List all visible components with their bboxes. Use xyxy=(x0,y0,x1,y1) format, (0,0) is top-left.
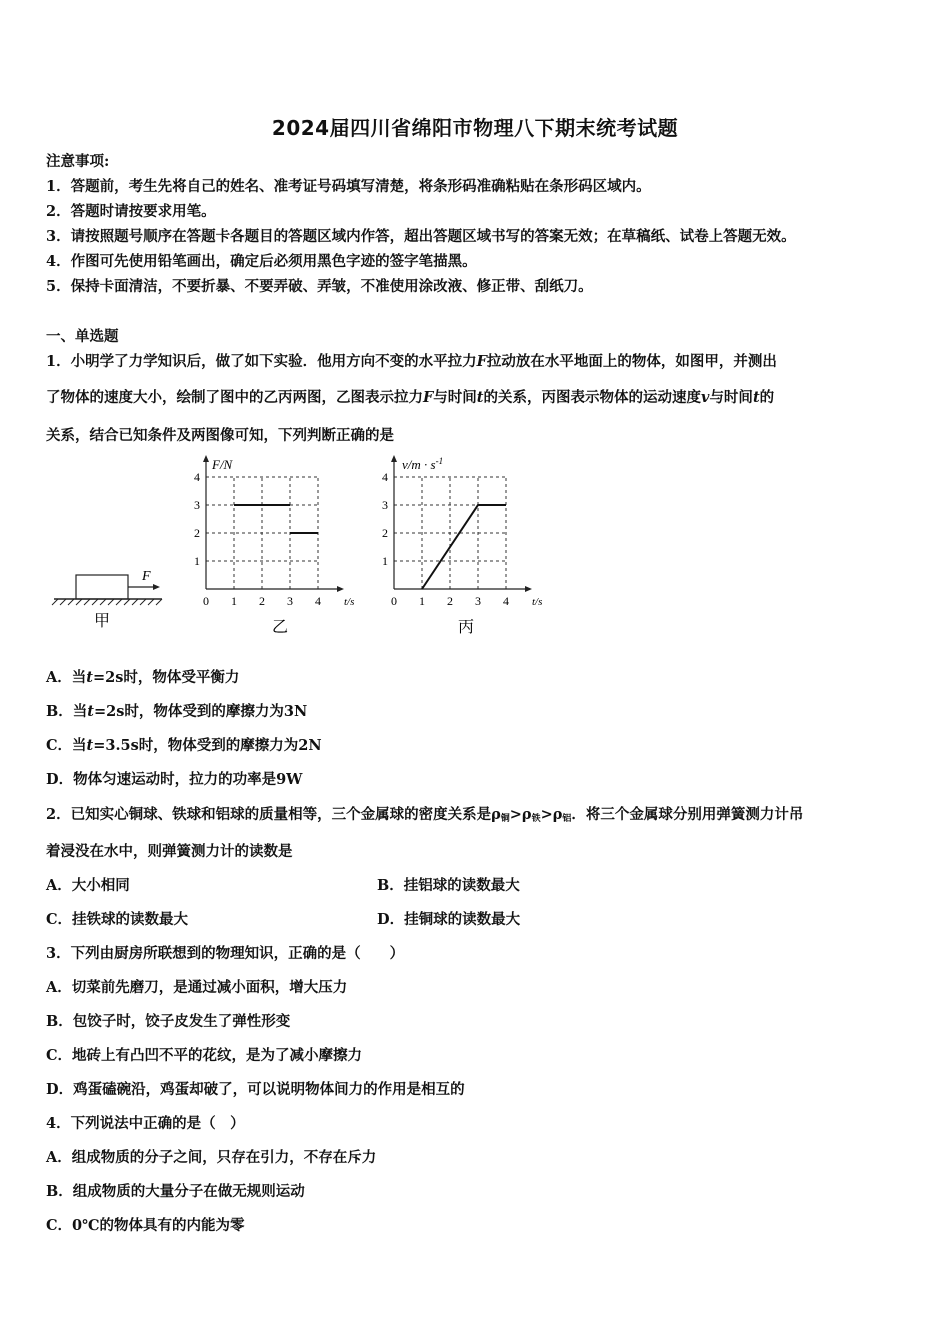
x-tick-label: 4 xyxy=(315,594,321,608)
q1-stem-line1: 1．小明学了力学知识后，做了如下实验．他用方向不变的水平拉力F拉动放在水平地面上的物体，如图甲，并测出 xyxy=(46,353,777,370)
x-axis-label: t/s xyxy=(344,596,355,608)
q1-stem-line2: 了物体的速度大小，绘制了图中的乙丙两图，乙图表示拉力F与时间t的关系，丙图表示物体的运动速度v与时间t的 xyxy=(46,389,775,406)
q4-option-a[interactable]: A．组成物质的分子之间，只存在引力，不存在斥力 xyxy=(46,1149,377,1166)
q2-option-b[interactable]: B．挂铝球的读数最大 xyxy=(377,877,520,894)
notice-item: 2．答题时请按要求用笔。 xyxy=(46,203,216,220)
notice-item: 4．作图可先使用铅笔画出，确定后必须用黑色字迹的签字笔描黑。 xyxy=(46,253,477,270)
y-axis-arrow xyxy=(203,455,209,462)
y-tick-label: 1 xyxy=(382,554,388,568)
q4-option-b[interactable]: B．组成物质的大量分子在做无规则运动 xyxy=(46,1183,305,1200)
chart-yi xyxy=(190,452,370,642)
q1-option-c[interactable]: C．当t=3.5s时，物体受到的摩擦力为2N xyxy=(46,737,322,754)
q1-option-d[interactable]: D．物体匀速运动时，拉力的功率是9W xyxy=(46,771,303,788)
q1-option-b[interactable]: B．当t=2s时，物体受到的摩擦力为3N xyxy=(46,703,308,720)
y-tick-label: 3 xyxy=(382,498,388,512)
q1-stem-line3: 关系，结合已知条件及两图像可知，下列判断正确的是 xyxy=(46,427,394,444)
force-label: F xyxy=(142,569,151,584)
x-tick-label: 3 xyxy=(287,594,293,608)
x-tick-label: 1 xyxy=(231,594,237,608)
q3-option-b[interactable]: B．包饺子时，饺子皮发生了弹性形变 xyxy=(46,1013,291,1030)
q3-option-d[interactable]: D．鸡蛋磕碗沿，鸡蛋却破了，可以说明物体间力的作用是相互的 xyxy=(46,1081,465,1098)
x-tick-label: 2 xyxy=(447,594,453,608)
q2-option-c[interactable]: C．挂铁球的读数最大 xyxy=(46,911,189,928)
x-tick-label: 4 xyxy=(503,594,509,608)
y-tick-label: 2 xyxy=(194,526,200,540)
block xyxy=(76,575,128,599)
q4-option-c[interactable]: C．0℃的物体具有的内能为零 xyxy=(46,1217,245,1234)
x-axis-arrow xyxy=(337,586,344,592)
x-tick-label: 2 xyxy=(259,594,265,608)
y-tick-label: 1 xyxy=(194,554,200,568)
chart-bing xyxy=(378,452,558,642)
page-title: 2024届四川省绵阳市物理八下期末统考试题 xyxy=(271,116,679,140)
x-tick-label: 3 xyxy=(475,594,481,608)
y-tick-label: 4 xyxy=(194,470,200,484)
x-axis-arrow xyxy=(525,586,532,592)
q1-option-a[interactable]: A．当t=2s时，物体受平衡力 xyxy=(46,669,240,686)
caption-yi: 乙 xyxy=(272,619,289,636)
q3-option-c[interactable]: C．地砖上有凸凹不平的花纹，是为了减小摩擦力 xyxy=(46,1047,363,1064)
x-tick-label: 1 xyxy=(419,594,425,608)
caption-bing: 丙 xyxy=(458,619,475,636)
q2-option-a[interactable]: A．大小相同 xyxy=(46,877,130,894)
data-line xyxy=(422,505,506,589)
q2-stem-line1: 2．已知实心铜球、铁球和铝球的质量相等，三个金属球的密度关系是$\rho_铜>\rho_铁>\rho_铝$．将三个金属球分别用弹簧测力计吊 xyxy=(46,806,804,824)
section-heading: 一、单选题 xyxy=(46,328,119,345)
q2-option-d[interactable]: D．挂铜球的读数最大 xyxy=(377,911,521,928)
notice-item: 5．保持卡面清洁，不要折暴、不要弄破、弄皱，不准使用涂改液、修正带、刮纸刀。 xyxy=(46,278,593,295)
notice-item: 3．请按照题号顺序在答题卡各题目的答题区域内作答，超出答题区域书写的答案无效；在草稿纸、试卷上答题无效。 xyxy=(46,228,796,245)
y-tick-label: 3 xyxy=(194,498,200,512)
y-axis-label: $v/m \cdot s^{-1}$ xyxy=(402,456,444,472)
q2-stem-line2: 着浸没在水中，则弹簧测力计的读数是 xyxy=(46,843,293,860)
caption-jia: 甲 xyxy=(94,613,111,630)
notice-item: 1．答题前，考生先将自己的姓名、准考证号码填写清楚，将条形码准确粘贴在条形码区域内。 xyxy=(46,178,651,195)
notice-heading: 注意事项: xyxy=(46,153,110,170)
y-axis-label: F/N xyxy=(212,457,233,472)
force-arrowhead xyxy=(153,584,160,590)
q4-stem: 4．下列说法中正确的是（ ） xyxy=(46,1115,245,1132)
y-axis-arrow xyxy=(391,455,397,462)
x-tick-label: 0 xyxy=(203,594,209,608)
y-tick-label: 2 xyxy=(382,526,388,540)
figure-jia xyxy=(50,560,170,640)
q3-option-a[interactable]: A．切菜前先磨刀，是通过减小面积，增大压力 xyxy=(46,979,348,996)
x-axis-label: t/s xyxy=(532,596,543,608)
y-tick-label: 4 xyxy=(382,470,388,484)
x-tick-label: 0 xyxy=(391,594,397,608)
q3-stem: 3．下列由厨房所联想到的物理知识，正确的是（ ） xyxy=(46,945,405,962)
